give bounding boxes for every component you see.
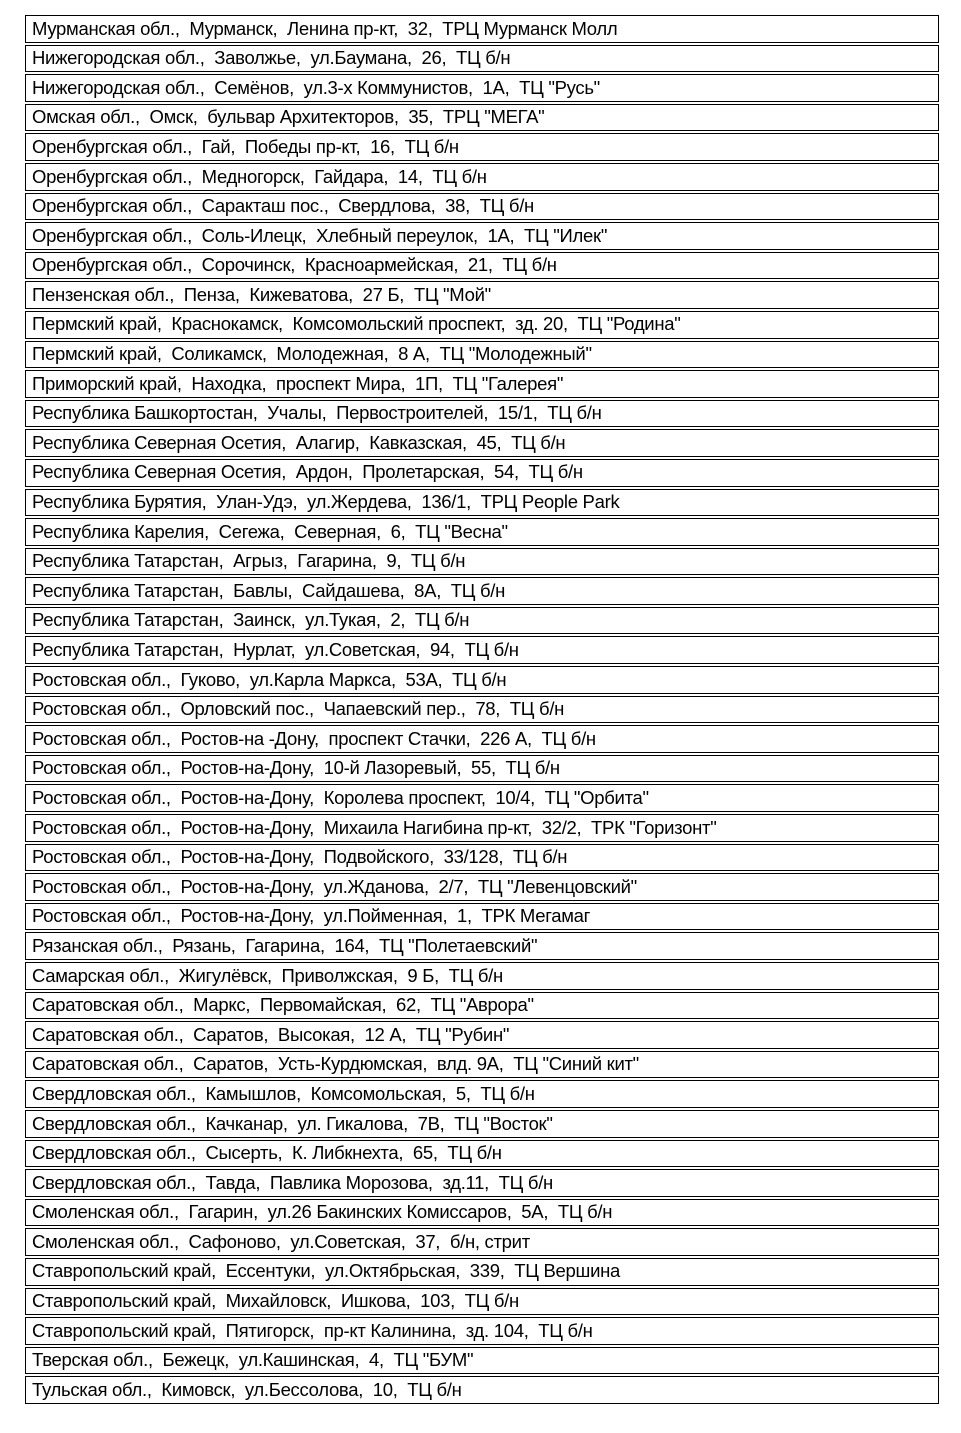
table-row — [25, 1347, 939, 1375]
table-row — [25, 1199, 939, 1227]
address-text: Республика Башкортостан, Учалы, Первостроителей, 15/1, ТЦ б/н — [32, 402, 602, 424]
address-text: Смоленская обл., Гагарин, ул.26 Бакинских Комиссаров, 5А, ТЦ б/н — [32, 1201, 613, 1223]
address-text: Ростовская обл., Ростов-на-Дону, ул.Жданова, 2/7, ТЦ "Левенцовский" — [32, 875, 637, 897]
table-row — [25, 311, 939, 339]
address-text: Нижегородская обл., Семёнов, ул.3-х Коммунистов, 1А, ТЦ "Русь" — [32, 76, 600, 98]
table-row — [25, 193, 939, 221]
table-row — [25, 518, 939, 546]
address-text: Республика Татарстан, Нурлат, ул.Советская, 94, ТЦ б/н — [32, 639, 519, 661]
address-text: Саратовская обл., Маркс, Первомайская, 62, ТЦ "Аврора" — [32, 994, 534, 1016]
address-text: Пермский край, Краснокамск, Комсомольский проспект, зд. 20, ТЦ "Родина" — [32, 313, 681, 335]
table-row — [25, 607, 939, 635]
address-text: Республика Татарстан, Агрыз, Гагарина, 9, ТЦ б/н — [32, 550, 466, 572]
address-text: Тульская обл., Кимовск, ул.Бессолова, 10, ТЦ б/н — [32, 1378, 462, 1400]
table-row — [25, 104, 939, 132]
address-text: Оренбургская обл., Саракташ пос., Свердлова, 38, ТЦ б/н — [32, 195, 534, 217]
table-row — [25, 903, 939, 931]
table-row — [25, 15, 939, 43]
table-row — [25, 252, 939, 280]
table-row — [25, 1110, 939, 1138]
address-text: Свердловская обл., Качканар, ул. Гикалова, 7В, ТЦ "Восток" — [32, 1112, 553, 1134]
table-row — [25, 1376, 939, 1404]
address-text: Оренбургская обл., Гай, Победы пр-кт, 16, ТЦ б/н — [32, 135, 459, 157]
table-row — [25, 45, 939, 73]
table-row — [25, 814, 939, 842]
address-text: Оренбургская обл., Соль-Илецк, Хлебный переулок, 1А, ТЦ "Илек" — [32, 224, 608, 246]
table-row — [25, 696, 939, 724]
address-text: Ставропольский край, Михайловск, Ишкова, 103, ТЦ б/н — [32, 1290, 519, 1312]
address-text: Ростовская обл., Ростов-на-Дону, Королева проспект, 10/4, ТЦ "Орбита" — [32, 786, 649, 808]
address-text: Самарская обл., Жигулёвск, Приволжская, 9 Б, ТЦ б/н — [32, 964, 503, 986]
table-row — [25, 459, 939, 487]
table-row — [25, 666, 939, 694]
address-text: Ростовская обл., Ростов-на-Дону, ул.Пойменная, 1, ТРК Мегамаг — [32, 905, 591, 927]
address-text: Ставропольский край, Ессентуки, ул.Октябрьская, 339, ТЦ Вершина — [32, 1260, 621, 1282]
address-text: Свердловская обл., Сысерть, К. Либкнехта, 65, ТЦ б/н — [32, 1142, 502, 1164]
address-text: Саратовская обл., Саратов, Усть-Курдюмская, влд. 9А, ТЦ "Синий кит" — [32, 1053, 639, 1075]
address-text: Рязанская обл., Рязань, Гагарина, 164, ТЦ "Полетаевский" — [32, 934, 538, 956]
table-row — [25, 400, 939, 428]
table-row — [25, 784, 939, 812]
table-row — [25, 548, 939, 576]
address-text: Республика Бурятия, Улан-Удэ, ул.Жердева, 136/1, ТРЦ People Park — [32, 491, 620, 513]
address-text: Омская обл., Омск, бульвар Архитекторов, 35, ТРЦ "МЕГА" — [32, 106, 545, 128]
table-row — [25, 636, 939, 664]
table-row — [25, 429, 939, 457]
address-text: Ростовская обл., Ростов-на -Дону, проспект Стачки, 226 А, ТЦ б/н — [32, 727, 596, 749]
table-row — [25, 281, 939, 309]
table-row — [25, 1258, 939, 1286]
table-row — [25, 932, 939, 960]
table-row — [25, 1317, 939, 1345]
address-text: Ростовская обл., Орловский пос., Чапаевский пер., 78, ТЦ б/н — [32, 698, 565, 720]
table-row — [25, 489, 939, 517]
table-row — [25, 74, 939, 102]
address-text: Республика Северная Осетия, Алагир, Кавказская, 45, ТЦ б/н — [32, 431, 566, 453]
table-row — [25, 873, 939, 901]
table-row — [25, 222, 939, 250]
address-text: Мурманская обл., Мурманск, Ленина пр-кт, 32, ТРЦ Мурманск Молл — [32, 17, 618, 39]
address-text: Ростовская обл., Ростов-на-Дону, 10-й Лазоревый, 55, ТЦ б/н — [32, 757, 560, 779]
table-row — [25, 1288, 939, 1316]
table-row — [25, 1021, 939, 1049]
address-text: Ставропольский край, Пятигорск, пр-кт Калинина, зд. 104, ТЦ б/н — [32, 1319, 593, 1341]
address-text: Ростовская обл., Ростов-на-Дону, Михаила Нагибина пр-кт, 32/2, ТРК "Горизонт" — [32, 816, 717, 838]
table-row — [25, 992, 939, 1020]
table-row — [25, 1140, 939, 1168]
address-text: Республика Татарстан, Заинск, ул.Тукая, 2, ТЦ б/н — [32, 609, 470, 631]
address-text: Оренбургская обл., Сорочинск, Красноармейская, 21, ТЦ б/н — [32, 254, 557, 276]
table-row — [25, 844, 939, 872]
table-row — [25, 1169, 939, 1197]
address-text: Республика Карелия, Сегежа, Северная, 6, ТЦ "Весна" — [32, 520, 508, 542]
address-text: Ростовская обл., Ростов-на-Дону, Подвойского, 33/128, ТЦ б/н — [32, 846, 568, 868]
table-row — [25, 341, 939, 369]
address-text: Свердловская обл., Тавда, Павлика Морозова, зд.11, ТЦ б/н — [32, 1171, 553, 1193]
address-text: Пермский край, Соликамск, Молодежная, 8 А, ТЦ "Молодежный" — [32, 343, 592, 365]
table-row — [25, 1228, 939, 1256]
address-text: Республика Северная Осетия, Ардон, Пролетарская, 54, ТЦ б/н — [32, 461, 583, 483]
table-row — [25, 725, 939, 753]
table-row — [25, 133, 939, 161]
address-text: Приморский край, Находка, проспект Мира, 1П, ТЦ "Галерея" — [32, 372, 564, 394]
table-row — [25, 962, 939, 990]
table-row — [25, 1080, 939, 1108]
address-text: Саратовская обл., Саратов, Высокая, 12 А, ТЦ "Рубин" — [32, 1023, 510, 1045]
table-row — [25, 755, 939, 783]
store-address-table — [25, 15, 939, 1406]
address-text: Оренбургская обл., Медногорск, Гайдара, 14, ТЦ б/н — [32, 165, 487, 187]
address-text: Нижегородская обл., Заволжье, ул.Баумана, 26, ТЦ б/н — [32, 47, 511, 69]
table-row — [25, 163, 939, 191]
table-row — [25, 577, 939, 605]
address-text: Республика Татарстан, Бавлы, Сайдашева, 8А, ТЦ б/н — [32, 579, 506, 601]
table-row — [25, 1051, 939, 1079]
address-text: Свердловская обл., Камышлов, Комсомольская, 5, ТЦ б/н — [32, 1082, 535, 1104]
address-text: Тверская обл., Бежецк, ул.Кашинская, 4, ТЦ "БУМ" — [32, 1349, 474, 1371]
address-text: Ростовская обл., Гуково, ул.Карла Маркса, 53А, ТЦ б/н — [32, 668, 507, 690]
address-text: Пензенская обл., Пенза, Кижеватова, 27 Б, ТЦ "Мой" — [32, 283, 491, 305]
address-text: Смоленская обл., Сафоново, ул.Советская, 37, б/н, стрит — [32, 1230, 530, 1252]
table-row — [25, 370, 939, 398]
